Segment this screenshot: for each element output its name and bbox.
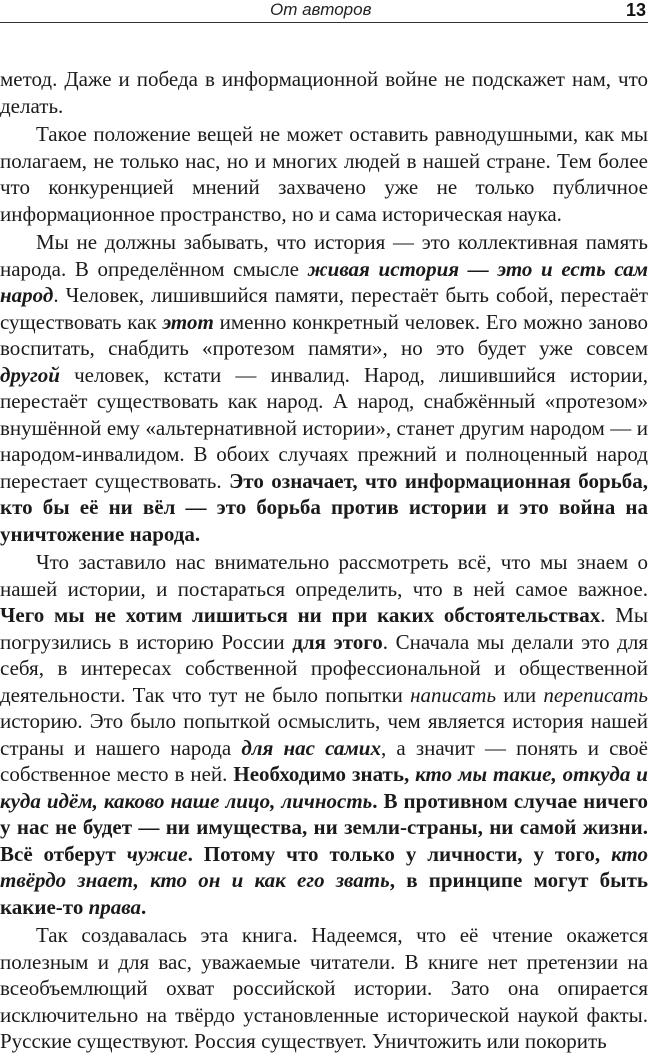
paragraph (0, 549, 648, 920)
page-header (0, 0, 648, 24)
text-run: , в принципе могут быть какие-то (0, 868, 648, 919)
text-run: для этого (292, 629, 383, 654)
text-run: переписать (543, 682, 648, 707)
paragraph (0, 922, 648, 1055)
text-run: Необходимо знать, (233, 762, 416, 786)
text-run: . Сначала мы делали это для себя, в интересах собственной профессиональной и общественной деятельности. Так что тут не было попытки (0, 629, 648, 707)
text-run: . Мы погрузились в историю России (0, 603, 648, 654)
text-run: метод. Даже и победа в информационной войне не подскажет нам, что делать. (0, 67, 648, 118)
paragraph (0, 121, 648, 227)
body-text (0, 66, 648, 1057)
text-run: Мы не должны забывать, что история — это коллективная память народа. В определённом смысле (0, 230, 648, 281)
text-run: этот (162, 309, 214, 334)
text-run: Так создавалась эта книга. Надеемся, что её чтение окажется полезным и для вас, уважаемые читатели. В книге нет претензии на всеобъемлющий охват российской истории. Зато она опирается исключительно на твёрдо установленные исторической наукой факты. Русские существуют. Россия существует. Уничтожить или покорить (0, 923, 648, 1053)
text-run: права (88, 894, 142, 919)
page-number: 13 (625, 0, 646, 20)
text-run: , а значит — понять и своё собственное место в ней. (0, 735, 648, 786)
text-run: чужие (126, 841, 188, 866)
text-run: Что заставило нас внимательно рассмотреть всё, что мы знаем о нашей истории, и постараться определить, что в ней самое важное. (0, 550, 648, 601)
text-run: Чего мы не хотим лишиться ни при каких обстоятельствах (0, 603, 601, 627)
text-run: именно конкретный человек. Его можно заново воспитать, снабдить «протезом памяти», но это будет уже совсем (0, 309, 648, 360)
text-run: кто твёрдо знает, кто он и как его звать (0, 841, 648, 892)
paragraph (0, 229, 648, 547)
text-run: Это означает, что информационная борьба, кто бы её ни вёл — это борьба против истории и это война на уничтожение народа. (0, 468, 648, 546)
text-run: для нас самих (241, 735, 381, 760)
text-run: . Потому что только у личности, у того, (187, 841, 612, 866)
running-title: От авторов (270, 0, 372, 19)
text-run: . (141, 894, 147, 919)
text-run: или (496, 682, 544, 707)
text-run: кто мы такие, откуда и куда идём, каково наше лицо, личность (0, 762, 648, 813)
paragraph (0, 66, 648, 119)
text-run: . Человек, лишившийся памяти, перестаёт быть собой, перестаёт существовать как (0, 283, 648, 334)
text-run: Такое положение вещей не может оставить равнодушными, как мы полагаем, не только нас, но и многих людей в нашей стране. Тем более что конкуренцией мнений захвачено уже не только публичное информационное пространство, но и сама историческая наука. (0, 122, 648, 226)
header-rule (0, 22, 648, 23)
text-run: другой (0, 362, 60, 387)
text-run: живая история — это и есть сам народ (0, 256, 648, 307)
text-run: человек, кстати — инвалид. Народ, лишившийся истории, перестаёт существовать как народ. А народ, снабжённый «протезом» внушённой ему «альтернативной истории», станет другим народом — и народом-инвалидом. В обоих случаях прежний и полноценный народ перестает существовать. (0, 362, 648, 493)
text-run: . В противном случае ничего у нас не будет — ни имущества, ни земли-страны, ни самой жизни. Всё отберут (0, 788, 648, 866)
text-run: написать (410, 682, 497, 707)
text-run: историю. Это было попыткой осмыслить, чем является история нашей страны и нашего народа (0, 709, 648, 760)
